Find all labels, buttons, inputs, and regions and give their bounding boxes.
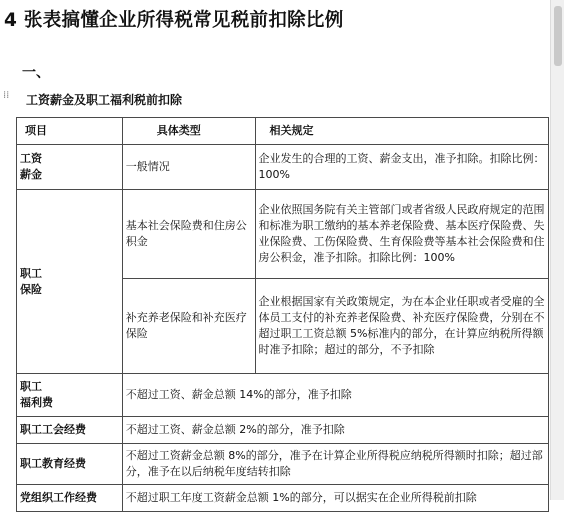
cell-item-welfare: [17, 374, 123, 417]
item-wage-text: 工资 薪金: [20, 152, 42, 181]
cell-item-insurance: [17, 190, 123, 374]
table-row-union: [17, 417, 549, 444]
item-welfare-text: 职工 福利费: [20, 380, 53, 409]
table-row-education: [17, 444, 549, 485]
cell-rule-welfare: 不超过工资、薪金总额 14%的部分，准予扣除: [122, 374, 548, 417]
table-caption: 工资薪金及职工福利税前扣除: [26, 93, 183, 107]
table-row-welfare: [17, 374, 549, 417]
cell-item-wage: [17, 145, 123, 190]
cell-type-insurance-supplementary: 补充养老保险和补充医疗保险: [122, 279, 255, 374]
item-insurance-text: 职工 保险: [20, 266, 42, 296]
deduction-table: [16, 117, 549, 512]
vertical-scrollbar[interactable]: [550, 0, 564, 500]
cell-item-union: 职工工会经费: [17, 417, 123, 444]
cell-rule-party: 不超过职工年度工资薪金总额 1%的部分，可以据实在企业所得税前扣除: [122, 485, 548, 512]
cell-rule-insurance-supplementary: 企业根据国家有关政策规定，为在本企业任职或者受雇的全体员工支付的补充养老保险费、补充医疗保险费，分别在不超过职工工资总额 5%标准内的部分，在计算应纳税所得额时准予扣除；超过的部分，不予扣除: [255, 279, 549, 374]
header-type: 具体类型: [122, 118, 255, 145]
table-row-wage: [17, 145, 549, 190]
scrollbar-thumb[interactable]: [554, 6, 562, 66]
cell-type-wage: 一般情况: [122, 145, 255, 190]
cell-item-education: 职工教育经费: [17, 444, 123, 485]
table-row-insurance-basic: [17, 190, 549, 279]
cell-type-insurance-basic: 基本社会保险费和住房公积金: [122, 190, 255, 279]
cell-rule-education: 不超过工资薪金总额 8%的部分，准予在计算企业所得税应纳税所得额时扣除；超过部分，准予在以后纳税年度结转扣除: [122, 444, 548, 485]
table-move-handle-icon[interactable]: ⁞⁞: [3, 90, 10, 101]
header-item: 项目: [17, 118, 123, 145]
cell-rule-wage: 企业发生的合理的工资、薪金支出，准予扣除。扣除比例：100%: [255, 145, 549, 190]
cell-rule-insurance-basic: 企业依照国务院有关主管部门或者省级人民政府规定的范围和标准为职工缴纳的基本养老保险费、基本医疗保险费、失业保险费、工伤保险费、生育保险费等基本社会保险费和住房公积金，准予扣除。扣除比例：100%: [255, 190, 549, 279]
document-title: 4 张表搞懂企业所得税常见税前扣除比例: [4, 10, 344, 31]
table-row-party: [17, 485, 549, 512]
header-rule: 相关规定: [255, 118, 549, 145]
cell-rule-union: 不超过工资、薪金总额 2%的部分，准予扣除: [122, 417, 548, 444]
cell-item-party: 党组织工作经费: [17, 485, 123, 512]
section-number: 一、: [22, 65, 50, 81]
table-header-row: [17, 118, 549, 145]
